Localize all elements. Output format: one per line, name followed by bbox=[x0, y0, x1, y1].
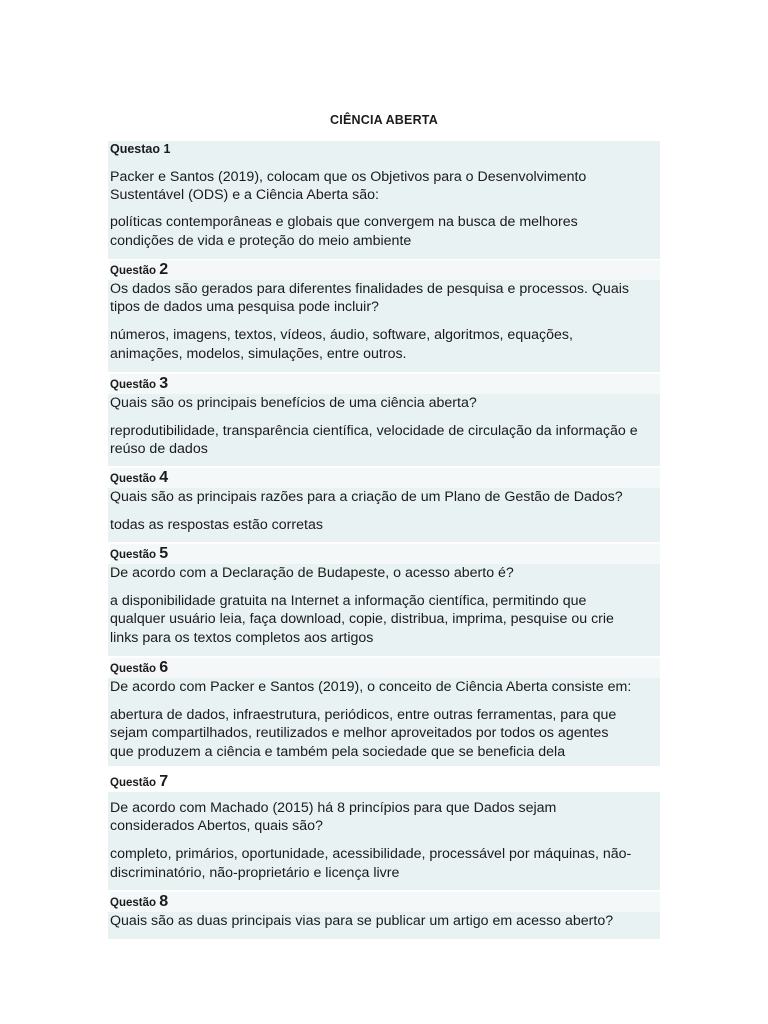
question-text-5: De acordo com a Declaração de Budapeste, o acesso aberto é? bbox=[110, 565, 514, 581]
question-label-1: Questao 1 bbox=[110, 142, 171, 156]
question-block-1 bbox=[108, 141, 660, 259]
answer-text-2: números, imagens, textos, vídeos, áudio, software, algoritmos, equações, animações, modelos, simulações, entre outros. bbox=[110, 327, 573, 362]
question-label-5: Questão 5 bbox=[110, 544, 660, 564]
question-block-6 bbox=[108, 678, 660, 766]
question-block-5 bbox=[108, 564, 660, 656]
question-block-7 bbox=[108, 792, 660, 890]
question-label-4: Questão 4 bbox=[110, 468, 660, 488]
answer-text-7: completo, primários, oportunidade, acessibilidade, processável por máquinas, não- discriminatório, não-proprietário e licença livre bbox=[110, 846, 632, 881]
question-label-3: Questão 3 bbox=[110, 374, 660, 394]
question-text-1: Packer e Santos (2019), colocam que os Objetivos para o Desenvolvimento Sustentável (ODS) e a Ciência Aberta são: bbox=[110, 169, 587, 204]
question-label-6: Questão 6 bbox=[110, 658, 660, 678]
question-text-6: De acordo com Packer e Santos (2019), o conceito de Ciência Aberta consiste em: bbox=[110, 679, 632, 695]
question-label-2: Questão 2 bbox=[110, 260, 660, 280]
answer-text-1: políticas contemporâneas e globais que convergem na busca de melhores condições de vida e proteção do meio ambiente bbox=[110, 214, 578, 249]
question-text-2: Os dados são gerados para diferentes finalidades de pesquisa e processos. Quais tipos de dados uma pesquisa pode incluir? bbox=[110, 281, 629, 316]
question-block-3 bbox=[108, 394, 660, 466]
question-block-4 bbox=[108, 488, 660, 542]
question-block-2 bbox=[108, 280, 660, 372]
question-block-8 bbox=[108, 912, 660, 939]
answer-text-6: abertura de dados, infraestrutura, periódicos, entre outras ferramentas, para que sejam compartilhados, reutilizados e melhor aproveitados por todos os agentes que produzem a ciência e também pela sociedade que se beneficia dela bbox=[110, 707, 617, 760]
question-text-4: Quais são as principais razões para a criação de um Plano de Gestão de Dados? bbox=[110, 489, 623, 505]
answer-text-3: reprodutibilidade, transparência científica, velocidade de circulação da informação e reúso de dados bbox=[110, 423, 638, 458]
question-text-7: De acordo com Machado (2015) há 8 princípios para que Dados sejam considerados Abertos, quais são? bbox=[110, 800, 557, 835]
question-text-3: Quais são os principais benefícios de uma ciência aberta? bbox=[110, 395, 477, 411]
answer-text-5: a disponibilidade gratuita na Internet a informação científica, permitindo que qualquer usuário leia, faça download, copie, distribua, imprima, pesquise ou crie links para os textos completos aos artigos bbox=[110, 593, 614, 646]
question-text-8: Quais são as duas principais vias para se publicar um artigo em acesso aberto? bbox=[110, 913, 614, 929]
question-label-8: Questão 8 bbox=[110, 892, 660, 912]
document-title: CIÊNCIA ABERTA bbox=[330, 113, 438, 127]
question-label-7: Questão 7 bbox=[110, 773, 169, 790]
answer-text-4: todas as respostas estão corretas bbox=[110, 517, 323, 534]
